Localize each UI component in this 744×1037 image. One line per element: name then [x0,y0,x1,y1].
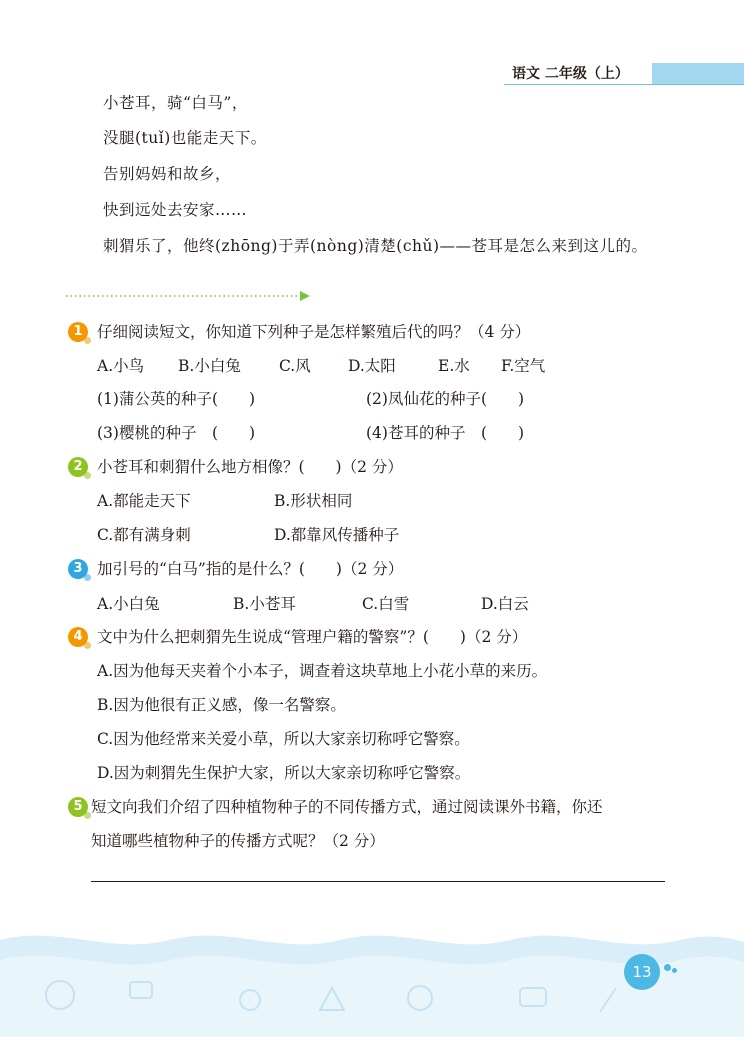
header-rule [504,84,744,85]
question-4-option: D.因为刺猬先生保护大家，所以大家亲切称呼它警察。 [97,764,471,782]
question-3-option: C.白雪 [362,595,410,613]
question-3-number: 3 [68,559,88,579]
question-1-sub: (1)蒲公英的种子( ) [97,390,256,408]
question-1-sub: (2)凤仙花的种子( ) [366,390,525,408]
question-1-option: B.小白兔 [178,357,241,375]
page-number-badge: 13 [624,954,660,990]
question-2-option: D.都靠风传播种子 [274,526,400,544]
question-2-number: 2 [68,457,88,477]
poem-line: 快到远处去安家…… [103,201,248,219]
question-1-option: C.风 [279,357,311,375]
dotted-arrow-divider [64,289,314,303]
question-4-option: A.因为他每天夹着个小本子，调查着这块草地上小花小草的来历。 [97,662,548,680]
question-3-text: 加引号的“白马”指的是什么？( )（2 分） [97,560,404,578]
poem-line: 告别妈妈和故乡， [103,165,232,183]
question-3-option: D.白云 [481,595,529,613]
question-5-text-cont: 知道哪些植物种子的传播方式呢？（2 分） [91,832,385,850]
question-1-sub: (4)苍耳的种子 ( ) [366,424,525,442]
question-1-number: 1 [68,322,88,342]
question-1-option: A.小鸟 [97,357,145,375]
question-5-number: 5 [68,797,88,817]
badge-dot [672,968,677,973]
poem-line: 没腿(tuǐ)也能走天下。 [103,129,267,147]
header-subject-grade: 语文 二年级（上） [512,66,629,82]
question-4-option: C.因为他经常来关爱小草，所以大家亲切称呼它警察。 [97,730,470,748]
question-4-option: B.因为他很有正义感，像一名警察。 [97,696,346,714]
question-1-option: F.空气 [501,357,546,375]
question-1-text: 仔细阅读短文，你知道下列种子是怎样繁殖后代的吗？（4 分） [97,323,531,341]
question-2-option: C.都有满身刺 [97,526,191,544]
question-1-sub: (3)樱桃的种子 ( ) [97,424,256,442]
answer-line [91,881,665,882]
question-3-option: B.小苍耳 [233,595,296,613]
question-1-option: D.太阳 [348,357,396,375]
header-accent-bar [652,63,744,84]
question-5-text: 短文向我们介绍了四种植物种子的不同传播方式，通过阅读课外书籍，你还 [91,798,603,816]
question-4-text: 文中为什么把刺猬先生说成“管理户籍的警察”？( )（2 分） [97,628,528,646]
question-2-option: A.都能走天下 [97,492,191,510]
question-1-option: E.水 [438,357,470,375]
poem-line: 小苍耳，骑“白马”， [103,94,248,112]
question-3-option: A.小白兔 [97,595,160,613]
poem-line: 刺猬乐了，他终(zhōng)于弄(nòng)清楚(chǔ)——苍耳是怎么来到这儿的。 [103,237,648,255]
question-2-option: B.形状相同 [274,492,353,510]
question-2-text: 小苍耳和刺猬什么地方相像？( )（2 分） [97,458,403,476]
question-4-number: 4 [68,627,88,647]
badge-dot [664,964,671,971]
